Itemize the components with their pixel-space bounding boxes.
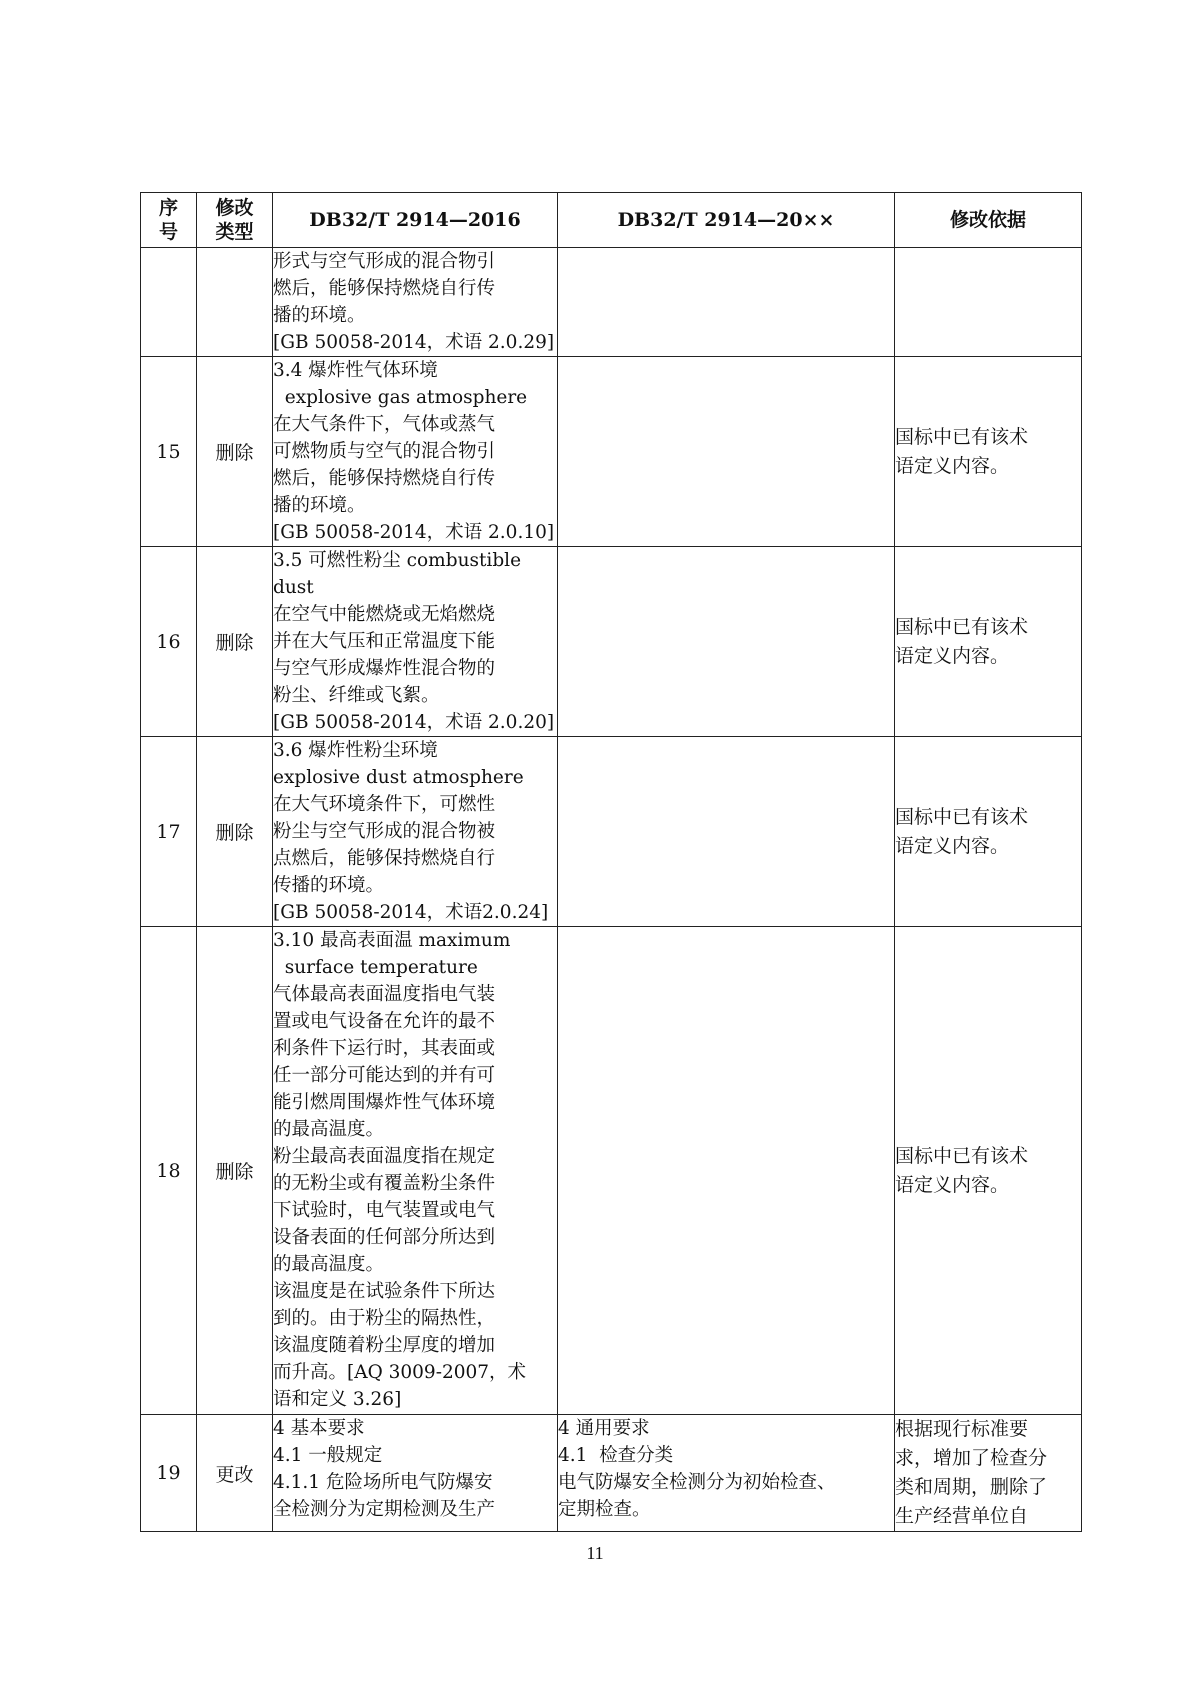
row-change-type: 删除 bbox=[197, 737, 273, 927]
new-standard-cell bbox=[558, 547, 895, 737]
row-serial-number bbox=[141, 248, 197, 357]
change-basis-cell-line: 语定义内容。 bbox=[895, 834, 1010, 857]
header-new-standard: DB32/T 2914—20×× bbox=[558, 193, 895, 248]
change-basis-cell bbox=[895, 248, 1082, 357]
old-standard-cell-line: 到的。由于粉尘的隔热性， bbox=[273, 1308, 496, 1329]
old-standard-cell-line: 可燃物质与空气的混合物引 bbox=[273, 441, 496, 462]
old-standard-cell-line: surface temperature bbox=[273, 957, 478, 978]
old-standard-cell-line: 4.1.1 危险场所电气防爆安 bbox=[273, 1472, 493, 1493]
change-basis-cell-line: 国标中已有该术 bbox=[895, 1144, 1029, 1167]
old-standard-cell-line: 置或电气设备在允许的最不 bbox=[273, 1011, 496, 1032]
old-standard-cell bbox=[273, 248, 558, 357]
old-standard-cell-line: explosive dust atmosphere bbox=[273, 767, 524, 788]
old-standard-cell bbox=[273, 927, 558, 1415]
old-standard-cell-line: 3.5 可燃性粉尘 combustible bbox=[273, 550, 522, 571]
old-standard-cell-line: 燃后，能够保持燃烧自行传 bbox=[273, 468, 496, 489]
row-change-type: 删除 bbox=[197, 927, 273, 1415]
old-standard-cell-line: 并在大气压和正常温度下能 bbox=[273, 631, 496, 652]
old-standard-cell-line: explosive gas atmosphere bbox=[273, 387, 528, 408]
old-standard-cell-line: 粉尘、纤维或飞絮。 bbox=[273, 685, 440, 706]
table-row bbox=[141, 1415, 1082, 1532]
old-standard-cell-line: 语和定义 3.26] bbox=[273, 1389, 402, 1410]
header-change-basis: 修改依据 bbox=[895, 193, 1082, 248]
row-serial-number: 15 bbox=[141, 357, 197, 547]
new-standard-cell bbox=[558, 1415, 895, 1532]
new-standard-cell-line: 电气防爆安全检测分为初始检查、 bbox=[558, 1472, 836, 1493]
old-standard-cell-line: 与空气形成爆炸性混合物的 bbox=[273, 658, 496, 679]
old-standard-cell-line: 4 基本要求 bbox=[273, 1418, 365, 1439]
change-basis-cell-line: 生产经营单位自 bbox=[895, 1505, 1029, 1527]
old-standard-cell-line: [GB 50058-2014，术语 2.0.20] bbox=[273, 712, 555, 733]
old-standard-cell-line: 的最高温度。 bbox=[273, 1254, 385, 1275]
old-standard-cell-line: 下试验时，电气装置或电气 bbox=[273, 1200, 496, 1221]
new-standard-cell bbox=[558, 248, 895, 357]
row-change-type bbox=[197, 248, 273, 357]
change-basis-cell bbox=[895, 927, 1082, 1415]
old-standard-cell-line: 该温度随着粉尘厚度的增加 bbox=[273, 1335, 496, 1356]
new-standard-cell bbox=[558, 927, 895, 1415]
old-standard-cell-line: 任一部分可能达到的并有可 bbox=[273, 1065, 496, 1086]
table-row bbox=[141, 248, 1082, 357]
new-standard-cell-line: 4.1 检查分类 bbox=[558, 1445, 674, 1466]
old-standard-cell bbox=[273, 737, 558, 927]
row-serial-number: 19 bbox=[141, 1415, 197, 1532]
change-basis-cell-line: 语定义内容。 bbox=[895, 454, 1010, 477]
page-number: 11 bbox=[586, 1543, 604, 1563]
row-serial-number: 18 bbox=[141, 927, 197, 1415]
old-standard-cell-line: 3.6 爆炸性粉尘环境 bbox=[273, 740, 438, 761]
old-standard-cell-line: 的最高温度。 bbox=[273, 1119, 385, 1140]
row-serial-number: 16 bbox=[141, 547, 197, 737]
old-standard-cell-line: 3.4 爆炸性气体环境 bbox=[273, 360, 438, 381]
old-standard-cell-line: 3.10 最高表面温 maximum bbox=[273, 930, 511, 951]
row-change-type: 删除 bbox=[197, 547, 273, 737]
change-basis-cell-line: 类和周期，删除了 bbox=[895, 1476, 1048, 1498]
old-standard-cell-line: 在大气环境条件下，可燃性 bbox=[273, 794, 496, 815]
change-basis-cell-line: 国标中已有该术 bbox=[895, 615, 1029, 638]
old-standard-cell-line: 粉尘最高表面温度指在规定 bbox=[273, 1146, 496, 1167]
row-change-type: 更改 bbox=[197, 1415, 273, 1532]
old-standard-cell-line: [GB 50058-2014，术语 2.0.29] bbox=[273, 332, 555, 353]
change-basis-cell-line: 根据现行标准要 bbox=[895, 1418, 1029, 1440]
change-basis-cell-line: 国标中已有该术 bbox=[895, 425, 1029, 448]
change-basis-cell-line: 语定义内容。 bbox=[895, 644, 1010, 667]
change-basis-cell-line: 求，增加了检查分 bbox=[895, 1447, 1048, 1469]
old-standard-cell bbox=[273, 357, 558, 547]
old-standard-cell-line: 播的环境。 bbox=[273, 495, 366, 516]
change-basis-cell bbox=[895, 547, 1082, 737]
new-standard-cell-line: 定期检查。 bbox=[558, 1499, 651, 1520]
header-serial-number: 序 号 bbox=[141, 193, 197, 248]
old-standard-cell-line: 点燃后，能够保持燃烧自行 bbox=[273, 848, 496, 869]
row-change-type: 删除 bbox=[197, 357, 273, 547]
old-standard-cell-line: 该温度是在试验条件下所达 bbox=[273, 1281, 496, 1302]
change-basis-cell bbox=[895, 1415, 1082, 1532]
table-row bbox=[141, 357, 1082, 547]
revision-table bbox=[140, 192, 1082, 1532]
old-standard-cell-line: 粉尘与空气形成的混合物被 bbox=[273, 821, 496, 842]
change-basis-cell-line: 国标中已有该术 bbox=[895, 805, 1029, 828]
old-standard-cell-line: 全检测分为定期检测及生产 bbox=[273, 1499, 496, 1520]
change-basis-cell bbox=[895, 357, 1082, 547]
old-standard-cell-line: dust bbox=[273, 577, 314, 598]
row-serial-number: 17 bbox=[141, 737, 197, 927]
table-header-row bbox=[141, 193, 1082, 248]
table-row bbox=[141, 927, 1082, 1415]
table-row bbox=[141, 737, 1082, 927]
old-standard-cell-line: 燃后，能够保持燃烧自行传 bbox=[273, 278, 496, 299]
old-standard-cell-line: 利条件下运行时，其表面或 bbox=[273, 1038, 496, 1059]
old-standard-cell-line: 传播的环境。 bbox=[273, 875, 385, 896]
old-standard-cell-line: 能引燃周围爆炸性气体环境 bbox=[273, 1092, 496, 1113]
old-standard-cell bbox=[273, 1415, 558, 1532]
old-standard-cell-line: 在空气中能燃烧或无焰燃烧 bbox=[273, 604, 496, 625]
old-standard-cell-line: 4.1 一般规定 bbox=[273, 1445, 383, 1466]
old-standard-cell-line: 的无粉尘或有覆盖粉尘条件 bbox=[273, 1173, 496, 1194]
header-old-standard: DB32/T 2914—2016 bbox=[273, 193, 558, 248]
table-row bbox=[141, 547, 1082, 737]
change-basis-cell bbox=[895, 737, 1082, 927]
old-standard-cell-line: 在大气条件下，气体或蒸气 bbox=[273, 414, 496, 435]
old-standard-cell-line: 形式与空气形成的混合物引 bbox=[273, 251, 496, 272]
old-standard-cell-line: 气体最高表面温度指电气装 bbox=[273, 984, 496, 1005]
old-standard-cell-line: 设备表面的任何部分所达到 bbox=[273, 1227, 496, 1248]
new-standard-cell-line: 4 通用要求 bbox=[558, 1418, 650, 1439]
old-standard-cell-line: [GB 50058-2014，术语 2.0.10] bbox=[273, 522, 555, 543]
new-standard-cell bbox=[558, 357, 895, 547]
old-standard-cell-line: 而升高。[AQ 3009-2007，术 bbox=[273, 1362, 527, 1383]
old-standard-cell-line: 播的环境。 bbox=[273, 305, 366, 326]
old-standard-cell-line: [GB 50058-2014，术语2.0.24] bbox=[273, 902, 549, 923]
change-basis-cell-line: 语定义内容。 bbox=[895, 1173, 1010, 1196]
old-standard-cell bbox=[273, 547, 558, 737]
new-standard-cell bbox=[558, 737, 895, 927]
header-change-type: 修改 类型 bbox=[197, 193, 273, 248]
